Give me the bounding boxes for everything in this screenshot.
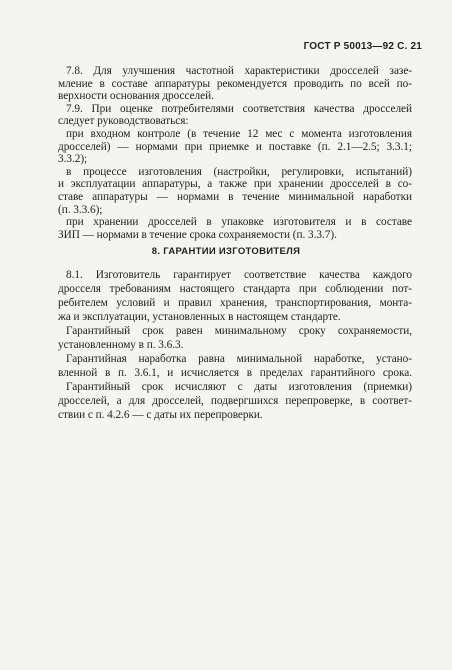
paragraph-line: дросселя требованиям настоящего стандарта при соблюдении пот-	[58, 283, 412, 295]
paragraph-line: ставе аппаратуры — нормами в течение минимальной наработки	[58, 191, 412, 203]
paragraph-line: мление в составе аппаратуры рекомендуется проводить по всей по-	[58, 77, 412, 90]
paragraph-line: ствии с п. 4.2.6 — с даты их перепроверки.	[58, 409, 263, 421]
paragraph-line: в процессе изготовления (настройки, регулировки, испытаний)	[66, 165, 412, 178]
paragraph-line: дросселей) — нормами при приемке и поставке (п. 2.1—2.5; 3.3.1;	[58, 140, 412, 153]
paragraph-line: 7.9. При оценке потребителями соответствия качества дросселей	[66, 102, 412, 115]
paragraph-line: верхности основания дросселей.	[58, 90, 214, 103]
page-header: ГОСТ Р 50013—92 С. 21	[303, 41, 422, 52]
paragraph-line: при хранении дросселей в упаковке изготовителя и в составе	[66, 216, 412, 229]
paragraph-line: ЗИП — нормами в течение срока сохраняемости (п. 3.3.7).	[58, 228, 337, 241]
paragraph-line: 7.8. Для улучшения частотной характеристики дросселей зазе-	[66, 65, 412, 77]
paragraph-line: 8.1. Изготовитель гарантирует соответствие качества каждого	[66, 269, 412, 281]
paragraph-line: Гарантийный срок равен минимальному сроку сохраняемости,	[66, 325, 412, 337]
paragraph-line: следует руководствоваться:	[58, 115, 189, 128]
paragraph-line: жа и эксплуатации, установленных в настоящем стандарте.	[58, 311, 341, 323]
paragraph-line: (п. 3.3.6);	[58, 203, 103, 216]
paragraph-line: 3.3.2);	[58, 153, 88, 166]
paragraph-line: Гарантийный срок исчисляют с даты изготовления (приемки)	[66, 381, 412, 393]
paragraph-line: и эксплуатации аппаратуры, а также при хранении дросселей в со-	[58, 178, 412, 191]
paragraph-line: Гарантийная наработка равна минимальной наработке, устано-	[66, 353, 412, 365]
paragraph-line: дросселей, а для дросселей, подвергшихся перепроверке, в соответ-	[58, 395, 412, 407]
section-heading: 8. ГАРАНТИИ ИЗГОТОВИТЕЛЯ	[151, 246, 301, 257]
paragraph-line: вленной в п. 3.6.1, и исчисляется в пределах гарантийного срока.	[58, 367, 412, 379]
paragraph-line: установленному в п. 3.6.3.	[58, 339, 184, 351]
paragraph-line: ребителем условий и правил хранения, транспортирования, монта-	[58, 297, 412, 309]
paragraph-line: при входном контроле (в течение 12 мес с момента изготовления	[66, 128, 412, 140]
